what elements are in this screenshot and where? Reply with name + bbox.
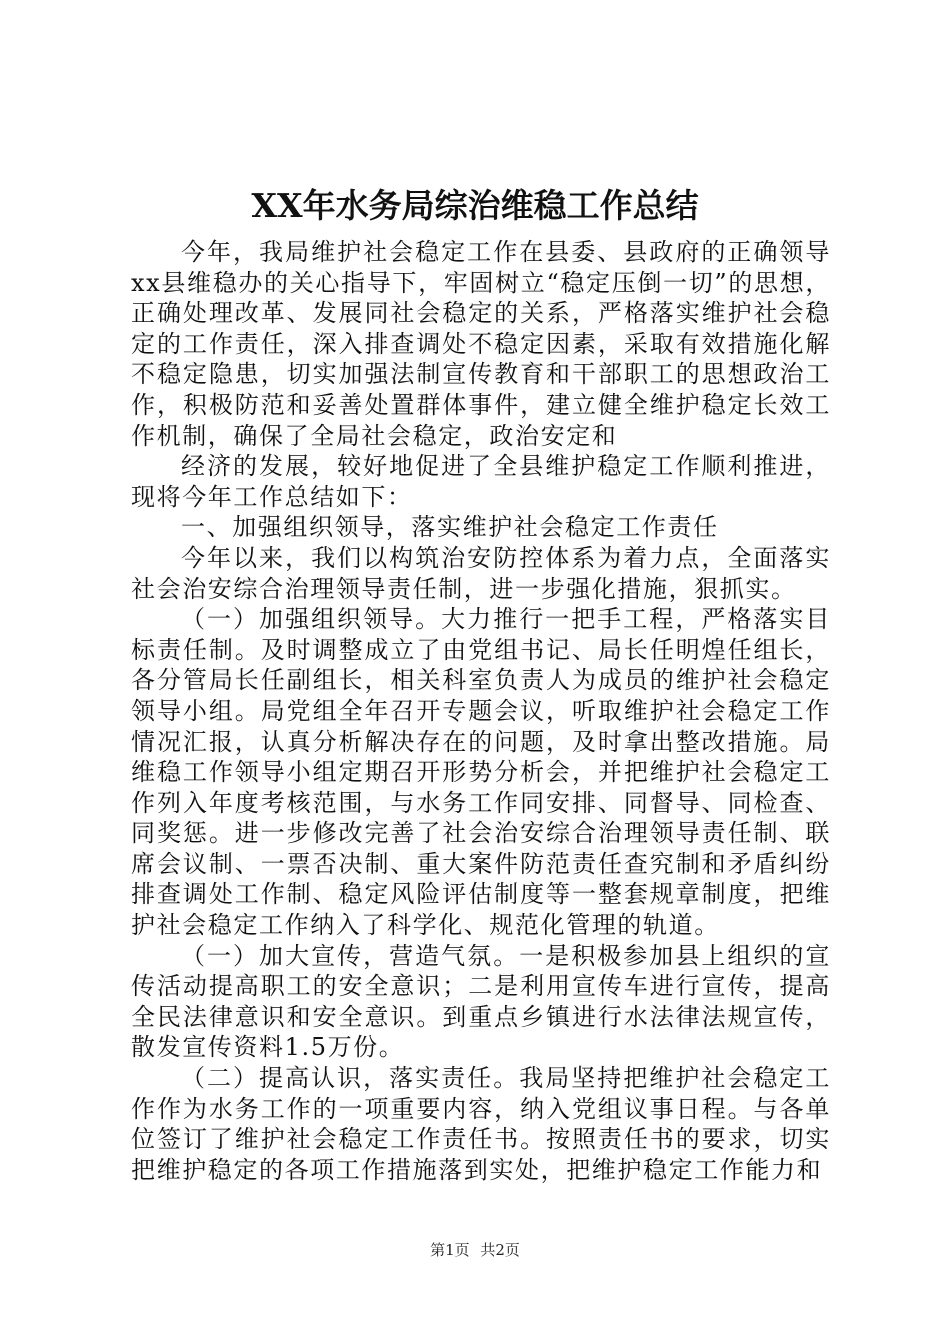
page-number: 第1页 [430, 1241, 470, 1259]
paragraph-section-1-intro: 今年以来，我们以构筑治安防控体系为着力点，全面落实社会治安综合治理领导责任制，进一步强化措施，狠抓实。 [131, 543, 831, 603]
paragraph-item-organization: （一）加强组织领导。大力推行一把手工程，严格落实目标责任制。及时调整成立了由党组书记、局长任明煌任组长，各分管局长任副组长，相关科室负责人为成员的维护社会稳定领导小组。局党组全年召开专题会议，听取维护社会稳定工作情况汇报，认真分析解决存在的问题，及时拿出整改措施。局维稳工作领导小组定期召开形势分析会，并把维护社会稳定工作列入年度考核范围，与水务工作同安排、同督导、同检查、同奖惩。进一步修改完善了社会治安综合治理领导责任制、联席会议制、一票否决制、重大案件防范责任查究制和矛盾纠纷排查调处工作制、稳定风险评估制度等一整套规章制度，把维护社会稳定工作纳入了科学化、规范化管理的轨道。 [131, 605, 831, 940]
document-body [131, 237, 831, 1185]
paragraph-intro: 今年，我局维护社会稳定工作在县委、县政府的正确领导xx县维稳办的关心指导下，牢固树立“稳定压倒一切”的思想，正确处理改革、发展同社会稳定的关系，严格落实维护社会稳定的工作责任，深入排查调处不稳定因素，采取有效措施化解不稳定隐患，切实加强法制宣传教育和干部职工的思想政治工作，积极防范和妥善处置群体事件，建立健全维护稳定长效工作机制，确保了全局社会稳定，政治安定和 [131, 238, 831, 450]
paragraph-item-publicity: （一）加大宣传，营造气氛。一是积极参加县上组织的宣传活动提高职工的安全意识；二是利用宣传车进行宣传，提高全民法律意识和安全意识。到重点乡镇进行水法律法规宣传，散发宣传资料1.5万份。 [131, 941, 831, 1062]
document-title: XX年水务局综治维稳工作总结 [251, 186, 699, 225]
page-footer [0, 1240, 950, 1260]
page-total: 共2页 [480, 1241, 520, 1259]
section-heading-1: 一、加强组织领导，落实维护社会稳定工作责任 [181, 513, 719, 542]
paragraph-intro-continued: 经济的发展，较好地促进了全县维护稳定工作顺利推进，现将今年工作总结如下： [131, 452, 831, 511]
paragraph-item-responsibility: （二）提高认识，落实责任。我局坚持把维护社会稳定工作作为水务工作的一项重要内容，纳入党组议事日程。与各单位签订了维护社会稳定工作责任书。按照责任书的要求，切实把维护稳定的各项工作措施落到实处，把维护稳定工作能力和 [131, 1064, 831, 1184]
